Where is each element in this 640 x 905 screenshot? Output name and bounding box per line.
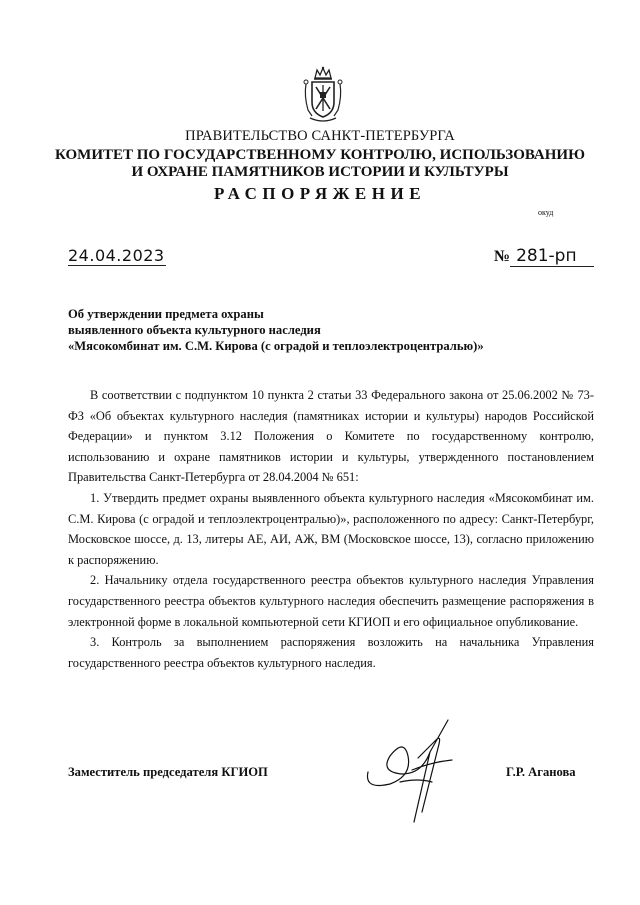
- item-paragraph-3: 3. Контроль за выполнением распоряжения возложить на начальника Управления государственного реестра объектов культурного наследия.: [68, 635, 594, 670]
- saint-petersburg-coat-of-arms-icon: [302, 66, 344, 126]
- subject-line: Об утверждении предмета охраны: [68, 307, 264, 321]
- committee-heading-line2: И ОХРАНЕ ПАМЯТНИКОВ ИСТОРИИ И КУЛЬТУРЫ: [131, 164, 509, 180]
- document-subject: [68, 306, 484, 354]
- signatory-name: Г.Р. Аганова: [506, 765, 576, 779]
- subject-line: выявленного объекта культурного наследия: [68, 323, 321, 337]
- document-number: [494, 246, 594, 267]
- document-body: [68, 385, 594, 673]
- item-paragraph-1: 1. Утвердить предмет охраны выявленного объекта культурного наследия «Мясокомбинат им. С.М. Кирова (с оградой и теплоэлектроцентралью)», расположенного по адресу: Санкт-Петербург, Московское шоссе, д. 13, литеры АЕ, АИ, АЖ, ВМ (Московское шоссе, 13), согласно приложению к распоряжению.: [68, 490, 594, 567]
- number-label: №: [494, 248, 511, 265]
- item-paragraph-2: 2. Начальнику отдела государственного реестра объектов культурного наследия Управления государственного реестра объектов культурного наследия обеспечить размещение распоряжения в электронной форме в локальной компьютерной сети КГИОП и его официальное опубликование.: [68, 573, 594, 629]
- signatory-position: Заместитель председателя КГИОП: [68, 765, 268, 779]
- government-heading: ПРАВИТЕЛЬСТВО САНКТ-ПЕТЕРБУРГА: [185, 128, 455, 144]
- preamble-paragraph: В соответствии с подпунктом 10 пункта 2 статьи 33 Федерального закона от 25.06.2002 № 73-ФЗ «Об объектах культурного наследия (памятниках истории и культуры) народов Российской Федерации» и пунктом 3.12 Положения о Комитете по государственному контролю, использованию и охране памятников истории и культуры, утвержденного постановлением Правительства Санкт-Петербурга от 28.04.2004 № 651:: [68, 388, 594, 485]
- handwritten-signature: [360, 712, 470, 832]
- subject-line: «Мясокомбинат им. С.М. Кирова (с оградой и теплоэлектроцентралью)»: [68, 339, 484, 353]
- document-date: 24.04.2023: [68, 246, 165, 265]
- okud-label: окуд: [538, 208, 554, 217]
- number-value: 281-рп: [510, 246, 594, 267]
- committee-heading-line1: КОМИТЕТ ПО ГОСУДАРСТВЕННОМУ КОНТРОЛЮ, ИСПОЛЬЗОВАНИЮ: [55, 147, 585, 163]
- document-type-title: РАСПОРЯЖЕНИЕ: [213, 184, 427, 203]
